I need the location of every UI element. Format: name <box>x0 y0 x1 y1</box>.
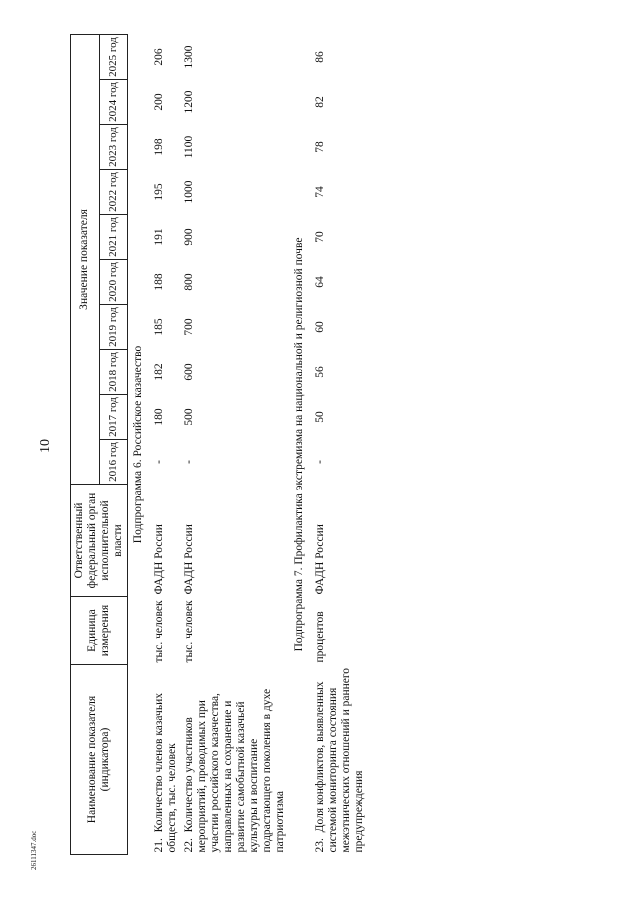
value-cell: - <box>153 460 165 464</box>
header-year: 2020 год <box>99 260 128 305</box>
rotated-table-container <box>70 35 590 855</box>
indicator-name: 21. Количество членов казачьих обществ, тыс. человек <box>153 693 178 853</box>
indicators-table <box>70 34 368 855</box>
indicator-name: 22. Количество участников мероприятий, проводимых при участии российского казачества, направленных на сохранение и развитие самобытной казачьей культуры и воспитание подрастающего поколения в духе патриотизма <box>183 688 286 853</box>
header-year: 2024 год <box>99 80 128 125</box>
table-row <box>151 34 181 854</box>
subprogram-7-heading: Подпрограмма 7. Профилактика экстремизма на национальной и религиозной почве <box>293 237 305 652</box>
header-year: 2016 год <box>99 440 128 485</box>
value-cell: 195 <box>153 183 165 201</box>
unit-cell: тыс. человек <box>183 600 195 663</box>
value-cell: 60 <box>314 321 326 333</box>
header-year: 2017 год <box>99 395 128 440</box>
value-cell: 86 <box>314 51 326 63</box>
value-cell: 1000 <box>183 180 195 204</box>
header-unit: Единица измерения <box>71 597 128 665</box>
header-year: 2018 год <box>99 350 128 395</box>
header-year: 2021 год <box>99 215 128 260</box>
value-cell: 82 <box>314 96 326 108</box>
header-year: 2019 год <box>99 305 128 350</box>
agency-cell: ФАДН России <box>153 524 165 595</box>
value-cell: 200 <box>153 93 165 111</box>
value-cell: 600 <box>183 363 195 381</box>
value-cell: 198 <box>153 138 165 156</box>
value-cell: 180 <box>153 408 165 426</box>
value-cell: 70 <box>314 231 326 243</box>
header-year: 2022 год <box>99 170 128 215</box>
table-row <box>312 34 368 854</box>
value-cell: 1200 <box>183 90 195 114</box>
value-cell: 800 <box>183 273 195 291</box>
value-cell: 78 <box>314 141 326 153</box>
header-year: 2023 год <box>99 125 128 170</box>
value-cell: - <box>183 460 195 464</box>
value-cell: 700 <box>183 318 195 336</box>
page-number: 10 <box>38 439 53 453</box>
agency-cell: ФАДН России <box>314 524 326 595</box>
unit-cell: процентов <box>314 611 326 663</box>
value-cell: 191 <box>153 228 165 246</box>
header-agency: Ответственный федеральный орган исполнительной власти <box>71 485 128 597</box>
value-cell: 182 <box>153 363 165 381</box>
value-cell: 74 <box>314 186 326 198</box>
header-values-group: Значение показателя <box>71 34 100 484</box>
header-year: 2025 год <box>99 34 128 79</box>
subprogram-6-heading: Подпрограмма 6. Российское казачество <box>132 345 144 544</box>
value-cell: 206 <box>153 48 165 66</box>
value-cell: 500 <box>183 408 195 426</box>
value-cell: 185 <box>153 318 165 336</box>
footer-filename: 26111347.doc <box>30 830 38 870</box>
agency-cell: ФАДН России <box>183 524 195 595</box>
value-cell: 64 <box>314 276 326 288</box>
value-cell: 56 <box>314 366 326 378</box>
indicator-name: 23. Доля конфликтов, выявленных системой мониторинга состояния межэтнических отношений и раннего предупреждения <box>314 667 365 853</box>
header-name: Наименование показателя (индикатора) <box>71 665 128 855</box>
table-row <box>181 34 289 854</box>
value-cell: 900 <box>183 228 195 246</box>
value-cell: 1300 <box>183 45 195 69</box>
unit-cell: тыс. человек <box>153 600 165 663</box>
value-cell: - <box>314 460 326 464</box>
value-cell: 1100 <box>183 135 195 159</box>
value-cell: 50 <box>314 411 326 423</box>
value-cell: 188 <box>153 273 165 291</box>
